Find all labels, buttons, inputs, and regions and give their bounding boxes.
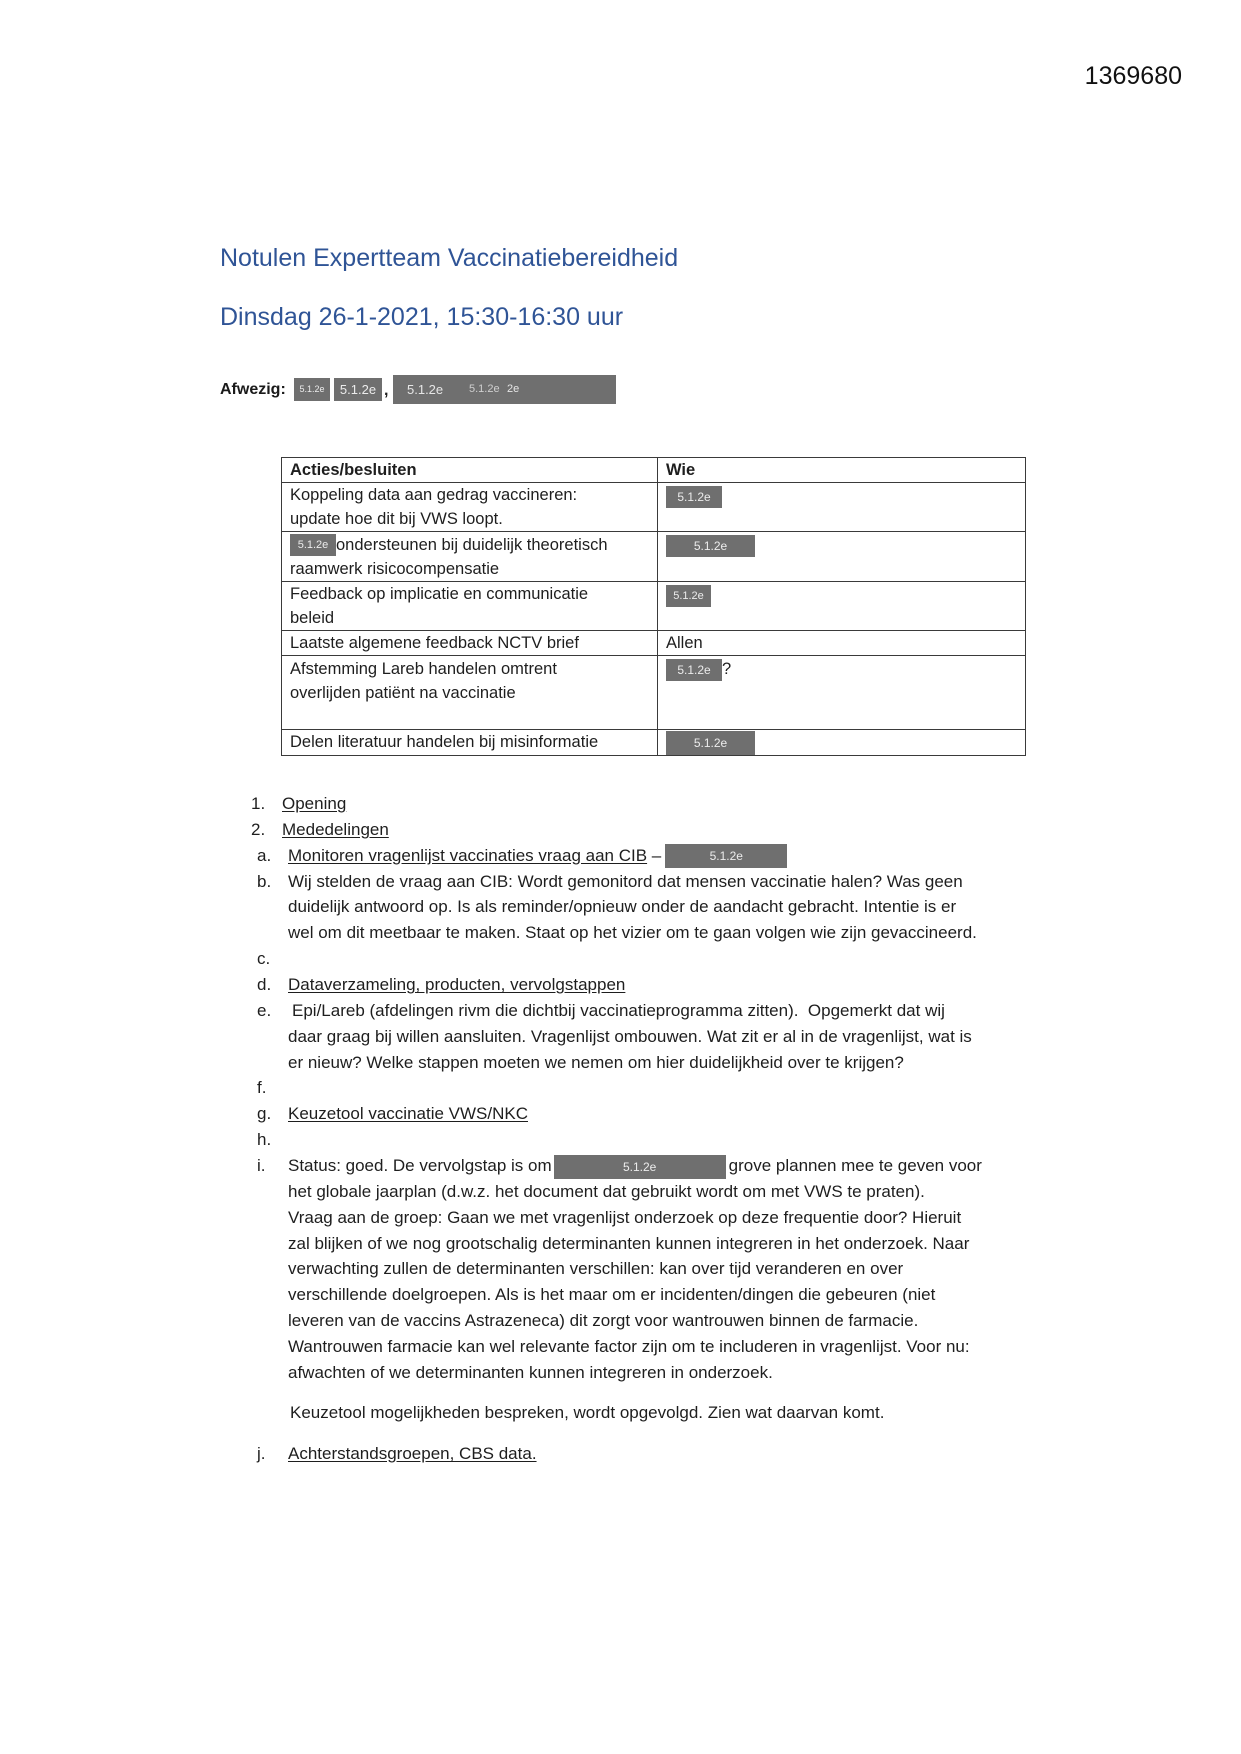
paragraph-line: verwachting zullen de determinanten verschillen: kan over tijd veranderen en over xyxy=(288,1259,904,1279)
item-letter: f. xyxy=(257,1078,267,1098)
item-letter: c. xyxy=(257,949,271,969)
action-line: overlijden patiënt na vaccinatie xyxy=(290,684,516,702)
action-cell xyxy=(282,730,658,756)
agenda-subitem-i-cont xyxy=(0,1334,1241,1360)
agenda-subitem-i-cont xyxy=(0,1231,1241,1257)
paragraph-line: duidelijk antwoord op. Is als reminder/opnieuw onder de aandacht gebracht. Intentie is er xyxy=(288,897,957,917)
redaction-box: 5.1.2e xyxy=(666,659,722,681)
redaction-box: 5.1.2e xyxy=(666,585,711,607)
action-cell xyxy=(282,631,658,656)
redaction-box: 5.1.2e xyxy=(290,534,336,556)
action-line: Feedback op implicatie en communicatie xyxy=(290,585,589,603)
agenda-item-opening xyxy=(0,791,1241,817)
redaction-box: 5.1.2e xyxy=(665,844,787,868)
page-title: Notulen Expertteam Vaccinatiebereidheid xyxy=(220,244,679,272)
action-cell xyxy=(282,483,658,532)
agenda-subitem-e-cont xyxy=(0,1024,1241,1050)
column-header-who: Wie xyxy=(658,458,1026,483)
action-cell xyxy=(282,656,658,730)
paragraph-text: Status: goed. De vervolgstap is om xyxy=(288,1156,552,1176)
action-cell xyxy=(282,532,658,582)
redaction-box: 5.1.2e xyxy=(666,731,755,755)
paragraph-line: er nieuw? Welke stappen moeten we nemen om hier duidelijkheid over te krijgen? xyxy=(288,1052,904,1072)
paragraph-text: grove plannen mee te geven voor xyxy=(728,1156,982,1176)
agenda-subitem-i-cont xyxy=(0,1282,1241,1308)
action-line: Laatste algemene feedback NCTV brief xyxy=(290,634,579,652)
who-cell xyxy=(658,483,1026,532)
table-row xyxy=(282,532,1026,582)
redaction-box: 5.1.2e xyxy=(666,535,755,557)
item-letter: j. xyxy=(257,1444,266,1463)
item-heading: Achterstandsgroepen, CBS data. xyxy=(288,1444,537,1463)
who-suffix: ? xyxy=(722,660,732,678)
action-line: beleid xyxy=(290,609,335,627)
paragraph-line: leveren van de vaccins Astrazeneca) dit zorgt voor wantrouwen binnen de farmacie. xyxy=(288,1311,919,1331)
item-heading: Dataverzameling, producten, vervolgstappen xyxy=(288,975,626,995)
item-letter: g. xyxy=(257,1104,272,1124)
table-row xyxy=(282,483,1026,532)
paragraph-line: verschillende doelgroepen. Als is het maar om er incidenten/dingen die gebeuren (niet xyxy=(288,1285,936,1305)
agenda-subitem-e xyxy=(0,998,1241,1024)
agenda-subitem-i-cont xyxy=(0,1360,1241,1386)
paragraph-line: daar graag bij willen aansluiten. Vragenlijst ombouwen. Wat zit er al in de vragenlijst, wat is xyxy=(288,1026,972,1046)
table-header-row xyxy=(282,458,1026,483)
item-content xyxy=(288,843,787,869)
action-line: update hoe dit bij VWS loopt. xyxy=(290,510,503,528)
agenda-subitem-h xyxy=(0,1127,1241,1153)
item-letter: d. xyxy=(257,975,272,995)
redaction-box: 5.1.2e xyxy=(666,486,722,508)
item-heading: Keuzetool vaccinatie VWS/NKC xyxy=(288,1104,528,1124)
who-cell xyxy=(658,730,1026,756)
agenda xyxy=(0,791,1241,1386)
action-text: ondersteunen bij duidelijk theoretisch xyxy=(336,535,608,554)
meeting-date: Dinsdag 26-1-2021, 15:30-16:30 uur xyxy=(220,303,624,331)
redaction-label: 5.1.2e xyxy=(469,383,500,395)
action-line: raamwerk risicocompensatie xyxy=(290,559,500,578)
who-cell xyxy=(658,532,1026,582)
agenda-subitem-b xyxy=(0,869,1241,895)
item-letter: a. xyxy=(257,845,272,865)
paragraph-line: Epi/Lareb (afdelingen rivm die dichtbij vaccinatieprogramma zitten). Opgemerkt dat wij xyxy=(292,1000,945,1020)
item-heading: Mededelingen xyxy=(282,819,389,839)
paragraph-line: zal blijken of we nog grootschalig determinanten kunnen integreren in het onderzoek. Naar xyxy=(288,1233,970,1253)
item-letter: i. xyxy=(257,1156,266,1176)
redaction-label: 5.1.2e xyxy=(407,382,444,397)
paragraph-line xyxy=(288,1153,982,1179)
item-heading: Monitoren vragenlijst vaccinaties vraag aan CIB xyxy=(288,845,648,865)
agenda-subitem-g xyxy=(0,1101,1241,1127)
paragraph-line: Wantrouwen farmacie kan wel relevante factor zijn om te includeren in vragenlijst. Voor nu: xyxy=(288,1337,970,1357)
table-row xyxy=(282,730,1026,756)
agenda-note: Keuzetool mogelijkheden bespreken, wordt opgevolgd. Zien wat daarvan komt. xyxy=(290,1403,885,1422)
agenda-subitem-d xyxy=(0,972,1241,998)
actions-table xyxy=(281,457,1026,756)
column-header-actions: Acties/besluiten xyxy=(282,458,658,483)
redaction-box: 5.1.2e xyxy=(334,378,382,401)
item-letter: h. xyxy=(257,1130,272,1150)
item-heading: Opening xyxy=(282,794,347,813)
agenda-subitem-b-cont xyxy=(0,894,1241,920)
action-line xyxy=(290,533,649,557)
agenda-subitem-i-cont xyxy=(0,1205,1241,1231)
redaction-box: 5.1.2e xyxy=(554,1155,726,1179)
item-suffix: – xyxy=(647,845,662,865)
action-cell xyxy=(282,582,658,631)
absent-separator: , xyxy=(384,382,389,399)
agenda-subitem-i-cont xyxy=(0,1308,1241,1334)
agenda-subitem-e-cont xyxy=(0,1050,1241,1076)
agenda-subitem-i-cont xyxy=(0,1179,1241,1205)
item-number: 1. xyxy=(251,794,266,813)
redaction-box xyxy=(393,375,616,404)
paragraph-line: afwachten of we determinanten kunnen integreren in onderzoek. xyxy=(288,1362,773,1382)
action-line: Delen literatuur handelen bij misinformatie xyxy=(290,733,599,752)
item-number: 2. xyxy=(251,819,266,839)
who-cell xyxy=(658,582,1026,631)
table-row xyxy=(282,631,1026,656)
paragraph-line: Vraag aan de groep: Gaan we met vragenlijst onderzoek op deze frequentie door? Hieruit xyxy=(288,1207,962,1227)
table-row xyxy=(282,656,1026,730)
agenda-subitem-a xyxy=(0,843,1241,869)
agenda-subitem-j xyxy=(0,1441,1241,1467)
who-cell xyxy=(658,656,1026,730)
agenda-subitem-c xyxy=(0,946,1241,972)
item-letter: b. xyxy=(257,871,272,891)
agenda-item-mededelingen xyxy=(0,817,1241,843)
document-id: 1369680 xyxy=(1084,62,1182,90)
redaction-label: 2e xyxy=(507,383,520,395)
redaction-box: 5.1.2e xyxy=(294,378,330,401)
paragraph-line: het globale jaarplan (d.w.z. het document dat gebruikt wordt om met VWS te praten). xyxy=(288,1181,925,1201)
absent-label: Afwezig: xyxy=(220,381,286,398)
agenda-subitem-f xyxy=(0,1075,1241,1101)
item-letter: e. xyxy=(257,1000,272,1020)
who-cell: Allen xyxy=(658,631,1026,656)
action-line: Koppeling data aan gedrag vaccineren: xyxy=(290,486,578,504)
action-line: Afstemming Lareb handelen omtrent xyxy=(290,660,557,678)
agenda-subitem-i xyxy=(0,1153,1241,1179)
paragraph-line: Wij stelden de vraag aan CIB: Wordt gemonitord dat mensen vaccinatie halen? Was geen xyxy=(288,871,963,891)
agenda-subitem-i-cont xyxy=(0,1256,1241,1282)
paragraph-line: wel om dit meetbaar te maken. Staat op het vizier om te gaan volgen wie zijn gevaccineerd. xyxy=(288,923,977,943)
table-row xyxy=(282,582,1026,631)
agenda-subitem-b-cont xyxy=(0,920,1241,946)
